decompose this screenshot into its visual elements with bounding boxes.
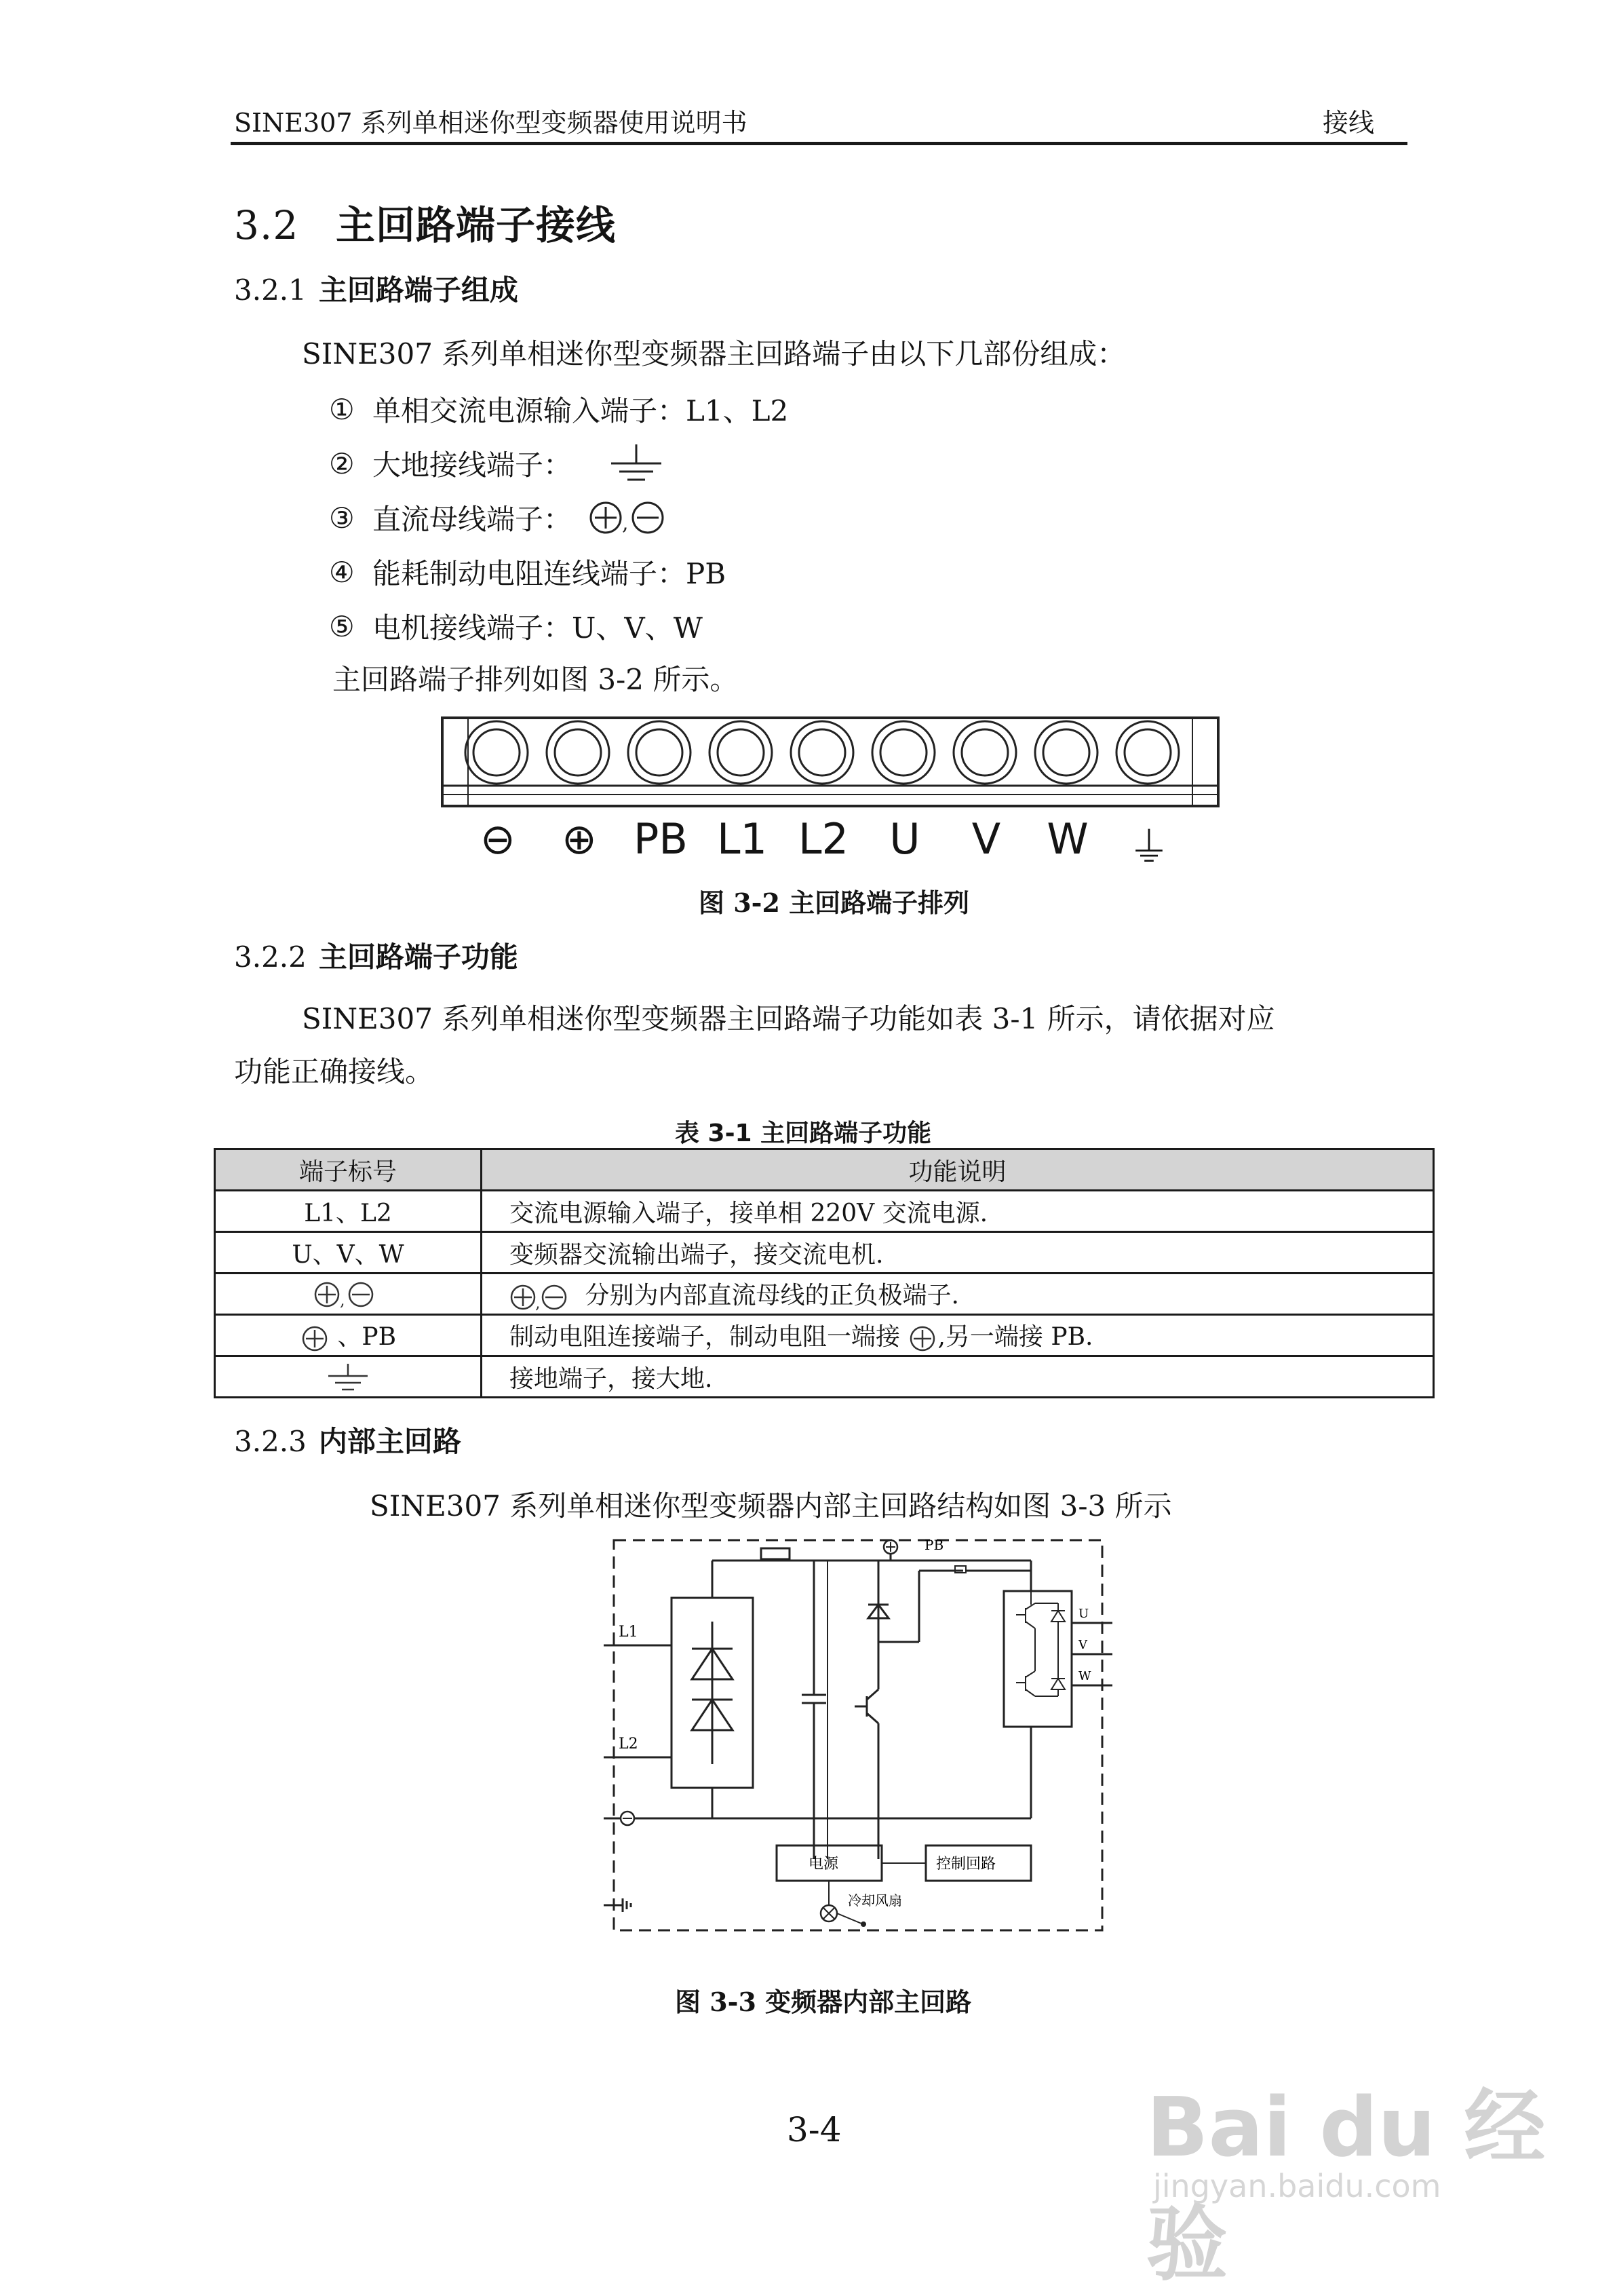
terminal-label: L2	[798, 814, 849, 864]
s323-para: SINE307 系列单相迷你型变频器内部主回路结构如图 3-3 所示	[370, 1489, 1172, 1523]
table-cell: 交流电源输入端子，接单相 220V 交流电源.	[482, 1191, 1434, 1232]
list-marker: ②	[329, 446, 355, 480]
w-label: W	[1078, 1669, 1091, 1683]
s321-intro: SINE307 系列单相迷你型变频器主回路端子由以下几部份组成：	[302, 337, 1126, 370]
subsection-321-heading	[234, 268, 518, 309]
ground-icon	[324, 1362, 372, 1392]
terminal-label: U	[889, 814, 920, 864]
page-number: 3-4	[787, 2110, 842, 2149]
list-text: 大地接线端子：	[372, 448, 572, 482]
list-marker: ⑤	[329, 609, 355, 643]
table-cell: U、V、W	[215, 1232, 482, 1274]
subsection-323-heading	[234, 1419, 461, 1460]
table-cell-text: 制动电阻连接端子，制动电阻一端接	[509, 1322, 908, 1351]
table-row	[215, 1232, 1434, 1274]
l1-label: L1	[619, 1624, 638, 1641]
ground-icon	[606, 443, 667, 484]
list-text: 单相交流电源输入端子：L1、L2	[372, 394, 789, 427]
terminal-label: L1	[717, 814, 767, 864]
list-marker: ④	[329, 555, 355, 589]
list-text: 电机接线端子：U、V、W	[372, 611, 703, 645]
v-label: V	[1078, 1638, 1087, 1652]
table-3-1-caption: 表 3-1 主回路端子功能	[675, 1120, 932, 1147]
s322-para-line2: 功能正确接线。	[234, 1055, 434, 1088]
table-header: 功能说明	[482, 1149, 1434, 1191]
table-cell-text: ,另一端接 PB.	[937, 1322, 1093, 1351]
table-row	[215, 1315, 1434, 1356]
table-row	[215, 1356, 1434, 1398]
section-title: 主回路端子接线	[336, 202, 617, 248]
u-label: U	[1078, 1607, 1089, 1621]
table-cell: L1、L2	[215, 1191, 482, 1232]
svg-text:,: ,	[535, 1293, 541, 1312]
s321-note: 主回路端子排列如图 3-2 所示。	[332, 663, 739, 696]
table-cell	[215, 1315, 482, 1356]
svg-text:,: ,	[622, 512, 629, 535]
subsection-322-number: 3.2.2	[234, 940, 307, 974]
terminal-label: ⏚	[1127, 823, 1170, 873]
table-cell	[482, 1274, 1434, 1315]
subsection-321-number: 3.2.1	[234, 273, 307, 307]
table-cell: 变频器交流输出端子，接交流电机.	[482, 1232, 1434, 1274]
terminal-label: W	[1047, 814, 1089, 864]
figure-3-2-caption: 图 3-2 主回路端子排列	[699, 887, 970, 918]
subsection-321-title: 主回路端子组成	[318, 273, 518, 307]
table-cell	[215, 1356, 482, 1398]
l2-label: L2	[619, 1736, 638, 1753]
section-number: 3.2	[234, 202, 299, 248]
figure-3-3-caption: 图 3-3 变频器内部主回路	[675, 1987, 972, 2017]
control-box-label: 控制回路	[936, 1856, 996, 1873]
table-cell-text: 分别为内部直流母线的正负极端子.	[577, 1281, 959, 1309]
table-header-row	[215, 1149, 1434, 1191]
main-circuit-diagram	[583, 1533, 1119, 1940]
subsection-323-number: 3.2.3	[234, 1425, 307, 1458]
fan-label: 冷却风扇	[848, 1892, 902, 1909]
list-item	[329, 606, 703, 647]
plus-terminal-icon	[300, 1324, 330, 1354]
plus-terminal-icon	[908, 1324, 937, 1354]
list-marker: ①	[329, 392, 355, 426]
subsection-323-title: 内部主回路	[318, 1425, 461, 1458]
header-chapter: 接线	[1323, 108, 1375, 138]
list-text: 直流母线端子：	[372, 503, 572, 536]
subsection-322-heading	[234, 935, 518, 976]
subsection-322-title: 主回路端子功能	[318, 940, 518, 974]
dc-bus-plus-minus-icon	[311, 1280, 385, 1309]
terminal-function-table	[214, 1148, 1435, 1398]
terminal-labels	[461, 814, 1207, 873]
table-cell-text: 、PB	[329, 1322, 397, 1351]
terminal-label: V	[971, 814, 1001, 864]
table-row	[215, 1191, 1434, 1232]
list-item	[329, 552, 726, 592]
table-cell	[482, 1315, 1434, 1356]
terminal-label: PB	[634, 814, 688, 864]
table-cell: 接地端子，接大地.	[482, 1356, 1434, 1398]
watermark-url: jingyan.baidu.com	[1153, 2168, 1441, 2204]
watermark-brand: Bai du 经验	[1146, 2081, 1546, 2292]
section-heading	[234, 193, 616, 250]
list-item	[329, 389, 788, 429]
table-cell	[215, 1274, 482, 1315]
terminal-strip-figure	[441, 716, 1221, 811]
s322-para-line1: SINE307 系列单相迷你型变频器主回路端子功能如表 3-1 所示，请依据对应	[302, 1002, 1275, 1035]
dc-bus-plus-minus-icon	[585, 499, 674, 537]
svg-text:,: ,	[340, 1290, 345, 1309]
header-rule	[231, 142, 1407, 145]
table-row	[215, 1274, 1434, 1315]
list-marker: ③	[329, 501, 355, 535]
dc-bus-plus-minus-icon	[509, 1282, 577, 1312]
list-item	[329, 443, 667, 484]
terminal-label: ⊖	[480, 814, 515, 864]
pb-label: PB	[925, 1537, 944, 1553]
list-item	[329, 497, 674, 538]
list-text: 能耗制动电阻连线端子：PB	[372, 557, 726, 590]
power-box-label: 电源	[809, 1856, 839, 1873]
header-title: SINE307 系列单相迷你型变频器使用说明书	[234, 108, 747, 138]
table-header: 端子标号	[215, 1149, 482, 1191]
terminal-label: ⊕	[562, 814, 597, 864]
